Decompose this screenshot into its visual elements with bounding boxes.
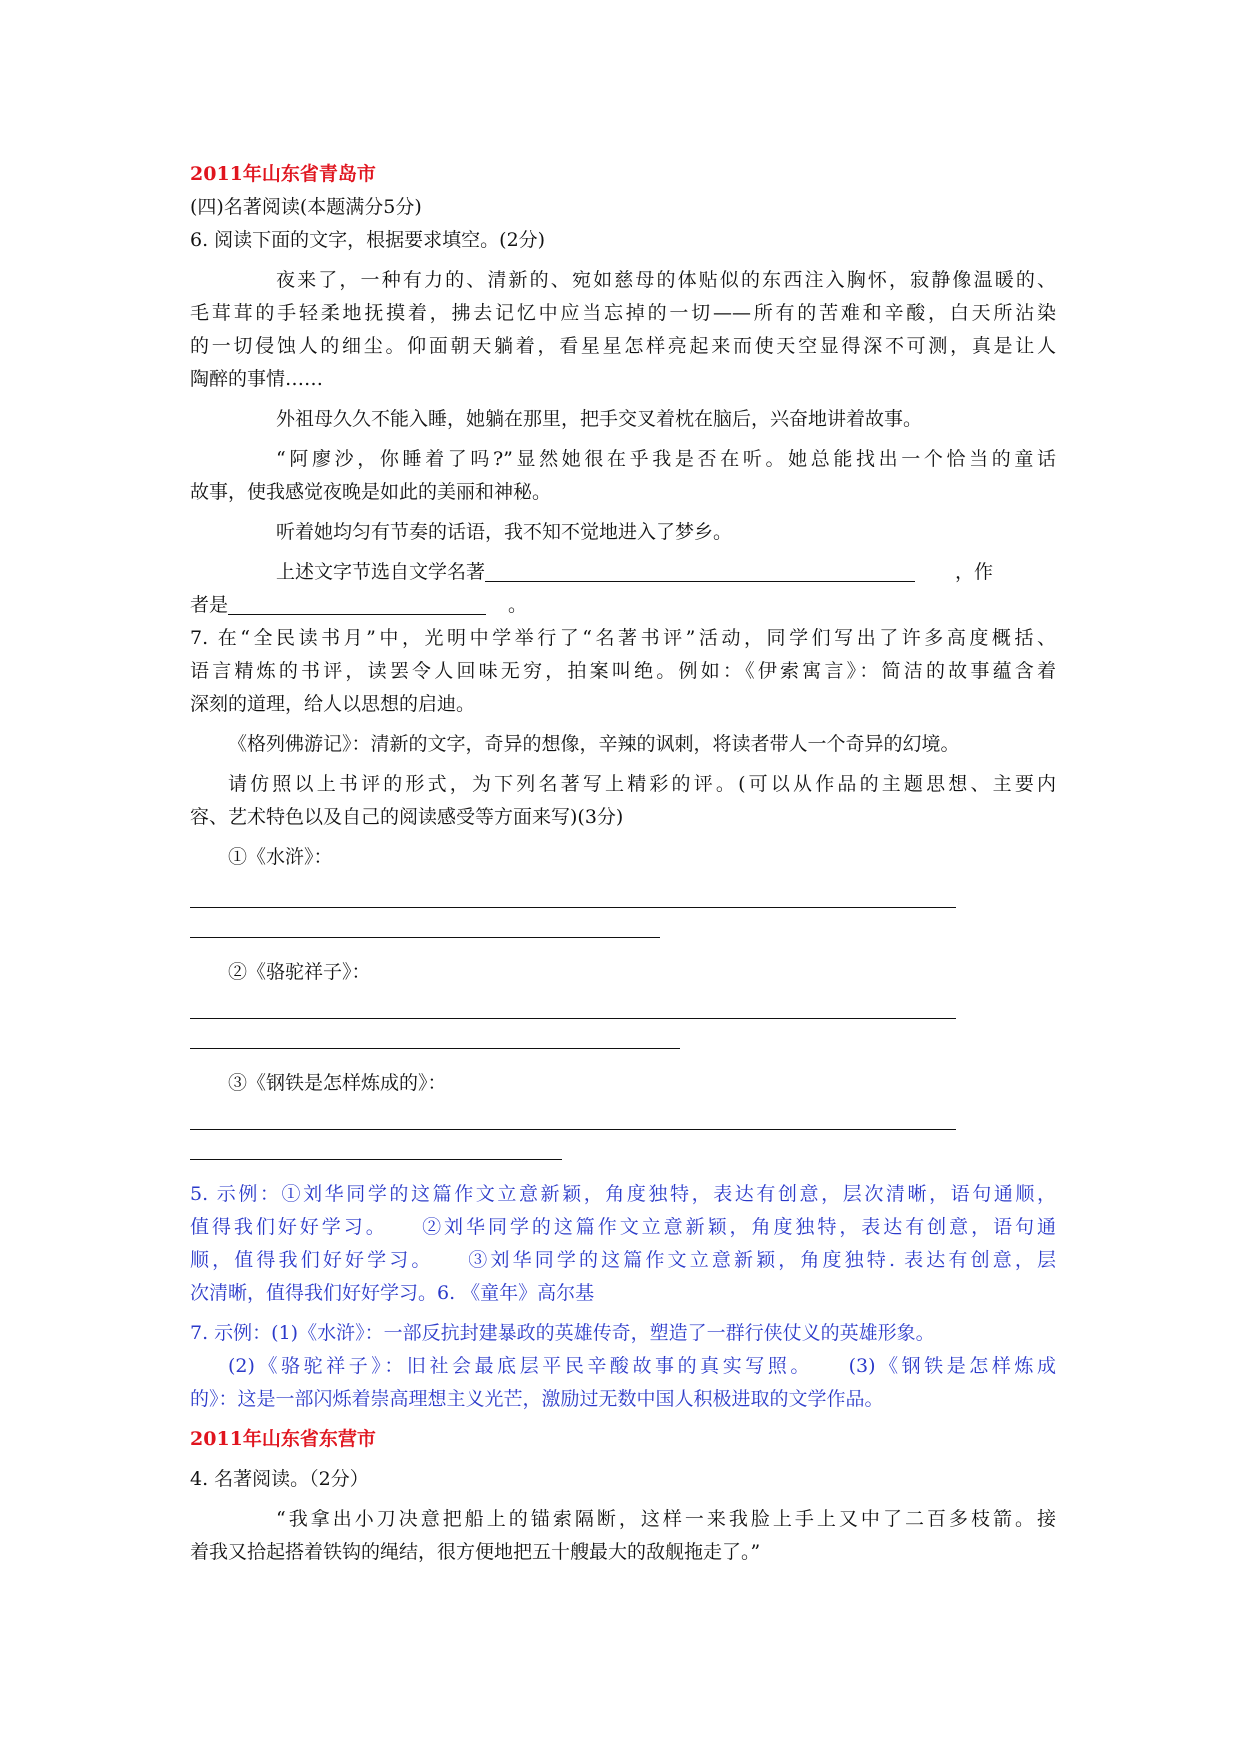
section-title-qingdao: 2011年山东省青岛市 [190,163,376,185]
part-heading: (四)名著阅读(本题满分5分) [190,196,422,218]
fill-blank-line-1 [190,556,1056,589]
passage-line: 毛茸茸的手轻柔地抚摸着，拂去记忆中应当忘掉的一切——所有的苦难和辛酸，白天所沾染 [190,302,1056,324]
passage-line: 夜来了，一种有力的、清新的、宛如慈母的体贴似的东西注入胸怀，寂静像温暖的、 [276,269,1056,291]
fill-label: ，作 [955,561,994,583]
review-item-label: ①《水浒》： [228,846,333,868]
question-4-intro: 4. 名著阅读。（2分） [190,1468,369,1490]
section-title-dongying: 2011年山东省东营市 [190,1428,376,1450]
fill-label: 。 [508,594,528,616]
review-item-label: ②《骆驼祥子》： [228,961,371,983]
passage-line: 着我又拾起搭着铁钩的绳结，很方便地把五十艘最大的敌舰拖走了。” [190,1541,761,1563]
passage-line: 陶醉的事情…… [190,368,324,390]
review-item-label: ③《钢铁是怎样炼成的》： [228,1072,447,1094]
author-blank[interactable] [228,592,486,615]
fill-label: 者是 [190,594,229,616]
document-page [190,158,1056,1569]
question-7-line: 请仿照以上书评的形式，为下列名著写上精彩的评。(可以从作品的主题思想、主要内 [228,773,1056,795]
question-7-line: 深刻的道理，给人以思想的启迪。 [190,693,476,715]
answer-key-line: 的》：这是一部闪烁着崇高理想主义光芒，激励过无数中国人积极进取的文学作品。 [190,1388,884,1410]
question-7-line: 语言精炼的书评，读罢令人回味无穷，拍案叫绝。例如：《伊索寓言》：简洁的故事蕴含着 [190,660,1056,682]
fill-blank-line-2 [190,589,1056,622]
work-title-blank[interactable] [485,559,915,582]
question-7-line: 《格列佛游记》：清新的文字，奇异的想像，辛辣的讽刺，将读者带人一个奇异的幻境。 [228,733,960,755]
passage-line: 外祖母久久不能入睡，她躺在那里，把手交叉着枕在脑后，兴奋地讲着故事。 [276,408,923,430]
answer-key-line: 5. 示例：①刘华同学的这篇作文立意新颖，角度独特，表达有创意，层次清晰，语句通顺， [190,1183,1056,1205]
answer-key-line: 值得我们好好学习。 ②刘华同学的这篇作文立意新颖，角度独特，表达有创意，语句通 [190,1216,1056,1238]
passage-line: “阿廖沙，你睡着了吗?”显然她很在乎我是否在听。她总能找出一个恰当的童话 [276,448,1056,470]
passage-line: 听着她均匀有节奏的话语，我不知不觉地进入了梦乡。 [276,521,733,543]
answer-key-line: 次清晰，值得我们好好学习。6. 《童年》高尔基 [190,1282,595,1304]
passage-line: 故事，使我感觉夜晚是如此的美丽和神秘。 [190,481,552,503]
answer-key-line: (2)《骆驼祥子》：旧社会最底层平民辛酸故事的真实写照。 (3)《钢铁是怎样炼成 [228,1355,1056,1377]
question-7-line: 7. 在“全民读书月”中，光明中学举行了“名著书评”活动，同学们写出了许多高度概括、 [190,627,1056,649]
answer-key-line: 7. 示例：(1)《水浒》：一部反抗封建暴政的英雄传奇，塑造了一群行侠仗义的英雄形象。 [190,1322,935,1344]
fill-label: 上述文字节选自文学名著 [276,561,486,583]
question-6-intro: 6. 阅读下面的文字，根据要求填空。(2分) [190,229,546,251]
answer-key-line: 顺，值得我们好好学习。 ③刘华同学的这篇作文立意新颖，角度独特. 表达有创意，层 [190,1249,1056,1271]
passage-line: 的一切侵蚀人的细尘。仰面朝天躺着，看星星怎样亮起来而使天空显得深不可测，真是让人 [190,335,1056,357]
passage-line: “我拿出小刀决意把船上的锚索隔断，这样一来我脸上手上又中了二百多枝箭。接 [276,1508,1056,1530]
question-7-line: 容、艺术特色以及自己的阅读感受等方面来写)(3分) [190,806,624,828]
